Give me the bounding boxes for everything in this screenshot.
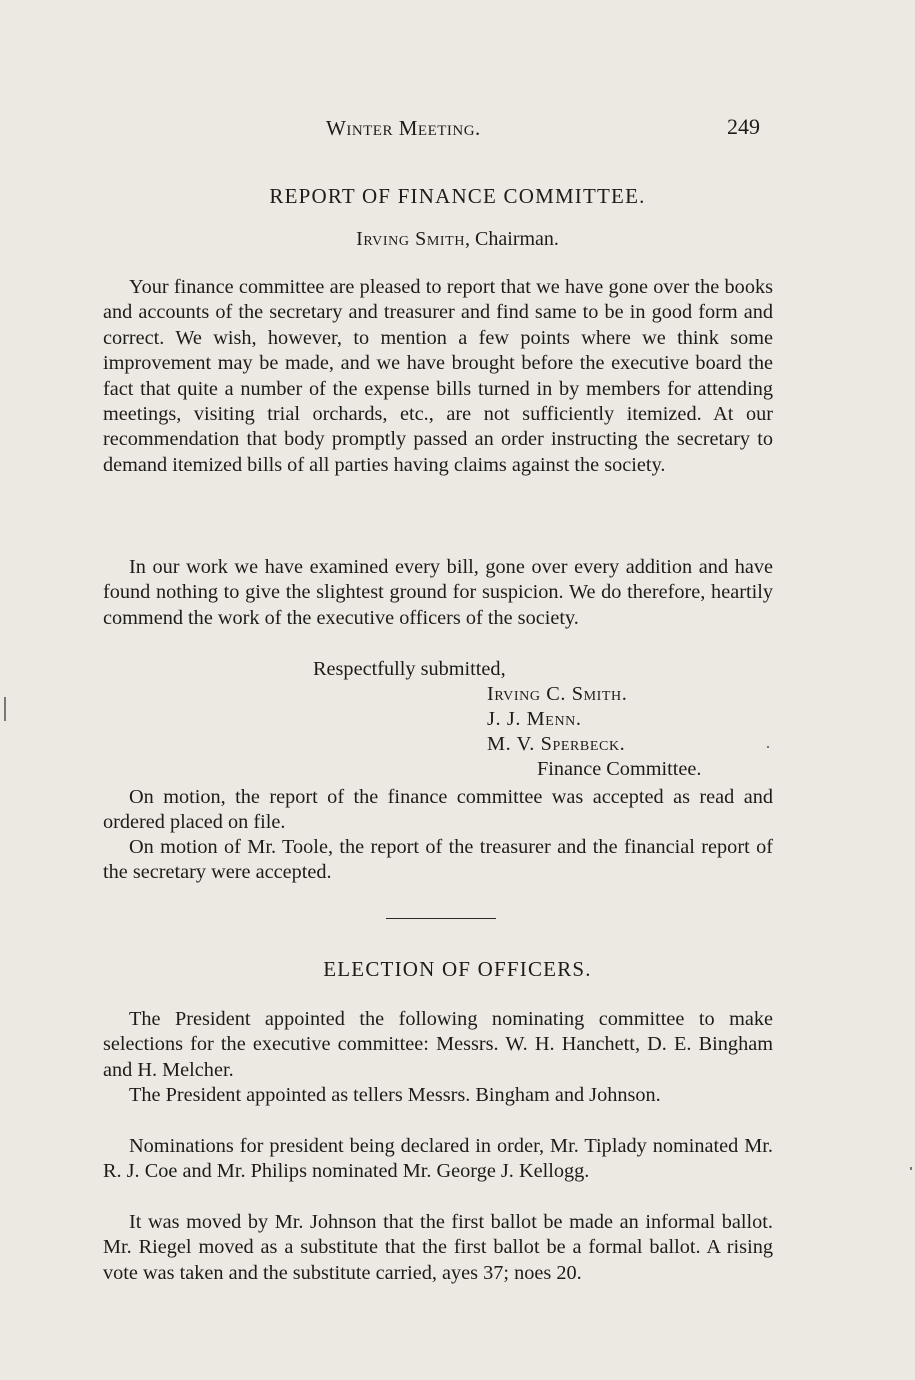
finance-report-title: REPORT OF FINANCE COMMITTEE. [269,184,646,208]
scan-mark [4,697,6,721]
finance-motion-2: On motion of Mr. Toole, the report of the treasurer and the financial report of the secretary were accepted. [103,836,773,884]
committee-label: Finance Committee. [537,758,702,780]
finance-report-paragraph-1: Your finance committee are pleased to report that we have gone over the books and accounts of the secretary and treasurer and find same to be in good form and correct. We wish, however, to mention a few points where we think some improvement may be made, and we have brought before the executive board the fact that quite a number of the expense bills turned in by members for attending meetings, visiting trial orchards, etc., are not sufficiently itemized. At our recommendation that body promptly passed an order instructing the secretary to demand itemized bills of all parties having claims against the society. [103,276,773,476]
closing-line: Respectfully submitted, [313,658,506,680]
finance-report-paragraph-2: In our work we have examined every bill, gone over every addition and have found nothing to give the slightest ground for suspicion. We do therefore, heartily commend the work of the executive officers of the society. [103,556,773,629]
scan-speck [767,746,769,748]
signatory-1: Irving C. Smith. [487,683,628,705]
running-title: Winter Meeting. [326,116,481,140]
scan-speck [910,1167,912,1170]
section-divider [386,918,496,919]
signatory-3: M. V. Sperbeck. [487,733,626,755]
election-paragraph-1: The President appointed the following nominating committee to make selections for the executive committee: Messrs. W. H. Hanchett, D. E. Bingham and H. Melcher. [103,1008,773,1081]
election-title: ELECTION OF OFFICERS. [323,957,592,981]
signatory-2: J. J. Menn. [487,708,582,730]
election-paragraph-4: It was moved by Mr. Johnson that the first ballot be made an informal ballot. Mr. Riegel moved as a substitute that the first ballot be a formal ballot. A rising vote was taken and the substitute carried, ayes 37; noes 20. [103,1211,773,1284]
page-number: 249 [727,114,760,139]
finance-motion-1: On motion, the report of the finance committee was accepted as read and ordered placed on file. [103,786,773,834]
election-paragraph-2: The President appointed as tellers Messrs. Bingham and Johnson. [129,1084,661,1106]
chairman-name: Irving Smith [356,228,466,250]
election-paragraph-3: Nominations for president being declared in order, Mr. Tiplady nominated Mr. R. J. Coe and Mr. Philips nominated Mr. George J. Kellogg. [103,1135,773,1183]
chairman-line [0,228,915,251]
chairman-role: , Chairman. [465,228,559,250]
running-head [0,116,915,146]
